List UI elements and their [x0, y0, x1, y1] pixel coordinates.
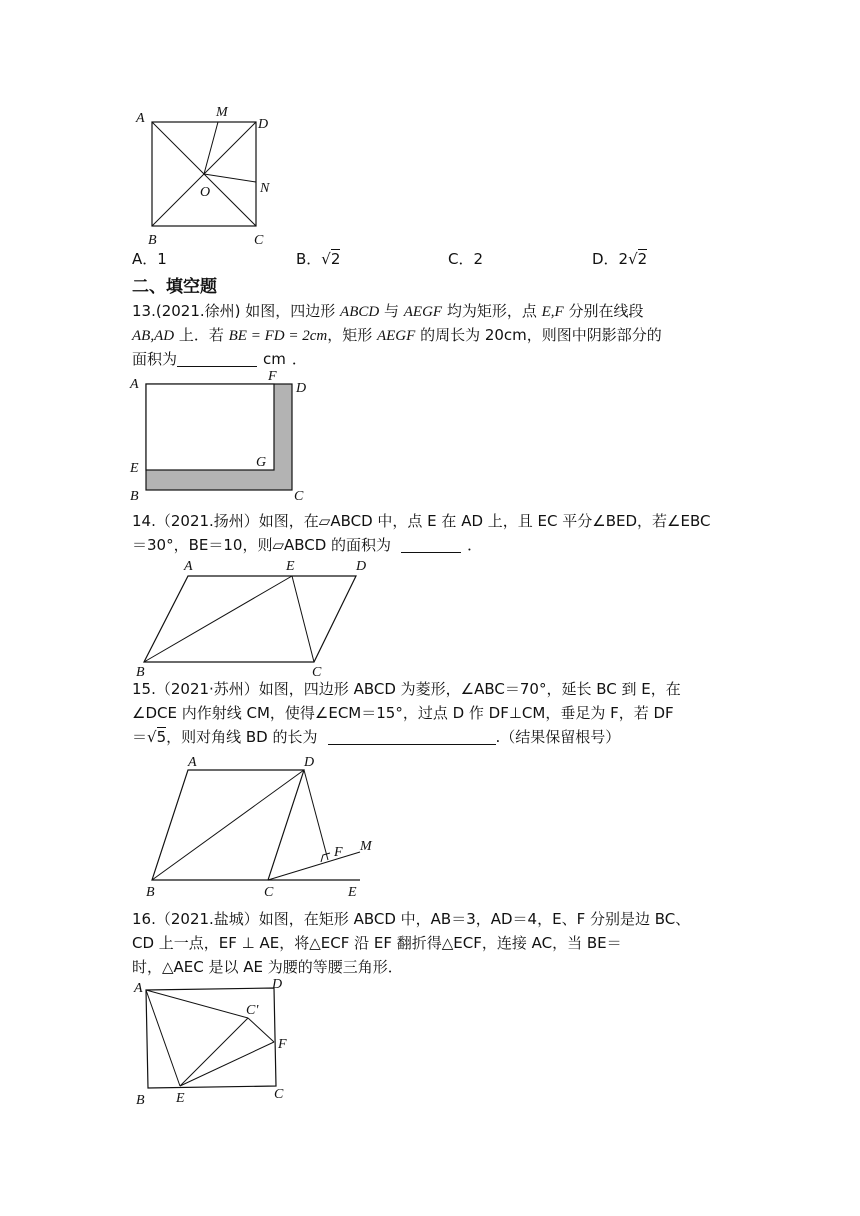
q15-line1: 15.（2021·苏州）如图，四边形 ABCD 为菱形，∠ABC＝70°，延长 BC 到 E，在 [132, 680, 681, 698]
q15-figure [128, 752, 388, 898]
q16-line3: 时，△AEC 是以 AE 为腰的等腰三角形． [132, 958, 403, 976]
q12-option-b [296, 246, 340, 272]
q13-label-D: D [296, 381, 307, 396]
q13-text: 面积为 [132, 350, 178, 368]
q15-label-E: E [348, 885, 357, 898]
q14-figure [128, 556, 378, 680]
q13-text: 的周长为 [415, 326, 485, 344]
q14-text: ． [467, 536, 483, 554]
q15-radicand: 5 [156, 728, 167, 746]
section-title: 二、填空题 [132, 277, 217, 297]
q12-label-A: A [136, 111, 145, 126]
q15-text: ＝ [132, 728, 148, 746]
q15-label-M: M [360, 839, 372, 854]
q13-var: ABCD [340, 304, 380, 320]
q16-label-F: F [278, 1037, 287, 1052]
sqrt-symbol: √ [147, 728, 157, 746]
q13-text: 13.(2021.徐州) 如图，四边形 [132, 302, 341, 320]
q13-figure [128, 368, 328, 504]
q15-answer-blank[interactable] [328, 728, 496, 745]
q12-label-C: C [254, 233, 264, 248]
q14-line1: 14.（2021.扬州）如图，在▱ABCD 中，点 E 在 AD 上，且 EC 平分∠BED，若∠EBC [132, 512, 711, 530]
q13-text: 上．若 [174, 326, 229, 344]
q14-label-B: B [136, 665, 145, 680]
q12-option-b-prefix: B． [296, 250, 322, 268]
q12-label-N: N [260, 181, 270, 196]
q13-text: 均为矩形，点 [442, 302, 542, 320]
q13-text: ，矩形 [327, 326, 377, 344]
q13-label-G: G [256, 455, 267, 470]
q12-option-d [592, 246, 647, 272]
q16-label-C: C [274, 1087, 284, 1102]
q13-label-C: C [294, 489, 304, 504]
sqrt-symbol: √ [628, 250, 638, 268]
q12-label-D: D [258, 117, 269, 132]
q14-label-D: D [356, 559, 367, 574]
q12-option-c: C．2 [448, 250, 484, 268]
q12-option-d-prefix: D．2 [592, 250, 629, 268]
q13-label-E: E [130, 461, 139, 476]
q13-var: E,F [541, 304, 564, 320]
q12-option-d-radicand: 2 [637, 250, 648, 268]
q16-label-D: D [272, 978, 283, 992]
q12-label-M: M [216, 105, 228, 120]
q14-label-A: A [184, 559, 193, 574]
q15-text: .（结果保留根号） [495, 728, 621, 746]
q14-line2 [132, 532, 482, 558]
q12-figure [128, 100, 288, 250]
q13-equation: BE = FD = 2cm [228, 328, 328, 344]
q12-label-O: O [200, 185, 211, 200]
q13-perimeter: 20cm [484, 326, 527, 344]
q15-text: ，则对角线 BD 的长为 [166, 728, 318, 746]
q13-line1 [132, 298, 644, 325]
q16-line2: CD 上一点，EF ⊥ AE，将△ECF 沿 EF 翻折得△ECF，连接 AC，当 BE＝ [132, 934, 622, 952]
q15-label-C: C [264, 885, 274, 898]
q15-label-F: F [334, 845, 343, 860]
q13-text: ，则图中阴影部分的 [526, 326, 662, 344]
q16-figure [128, 978, 298, 1108]
q13-label-A: A [130, 377, 139, 392]
q13-label-F: F [268, 369, 277, 384]
sqrt-symbol: √ [321, 250, 331, 268]
q12-option-b-radicand: 2 [330, 250, 341, 268]
q15-line3 [132, 724, 620, 750]
q13-text: ． [291, 350, 307, 368]
q13-line2 [132, 322, 662, 349]
q13-var: AB,AD [132, 328, 175, 344]
q13-text: 分别在线段 [563, 302, 644, 320]
q15-label-B: B [146, 885, 155, 898]
q15-line2: ∠DCE 内作射线 CM，使得∠ECM＝15°，过点 D 作 DF⊥CM，垂足为 F，若 DF [132, 704, 674, 722]
q13-text: 与 [379, 302, 404, 320]
q13-var: AEGF [403, 304, 443, 320]
q13-label-B: B [130, 489, 139, 504]
q13-unit: cm [263, 350, 286, 368]
q12-option-a: A．1 [132, 250, 167, 268]
q15-label-D: D [304, 755, 315, 770]
q16-label-E: E [176, 1091, 185, 1106]
q14-label-C: C [312, 665, 322, 680]
q14-label-E: E [286, 559, 295, 574]
q14-text: ＝30°，BE＝10，则▱ABCD 的面积为 [132, 536, 392, 554]
q16-label-A: A [134, 981, 143, 996]
q12-label-B: B [148, 233, 157, 248]
q13-var: AEGF [376, 328, 416, 344]
q16-label-B: B [136, 1093, 145, 1108]
q16-label-C1: C' [246, 1003, 259, 1018]
q13-answer-blank[interactable] [177, 350, 257, 367]
q16-line1: 16.（2021.盐城）如图，在矩形 ABCD 中，AB＝3，AD＝4，E、F 分别是边 BC、 [132, 910, 691, 928]
q15-label-A: A [188, 755, 197, 770]
q14-answer-blank[interactable] [401, 536, 461, 553]
